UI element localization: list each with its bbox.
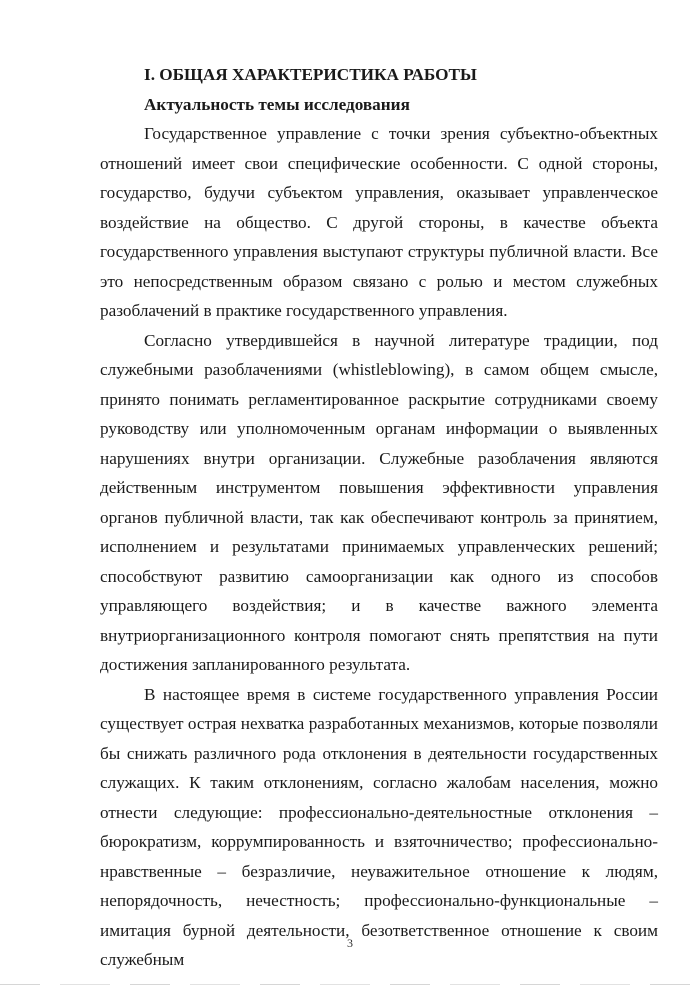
paragraph-3: В настоящее время в системе государственного управления России существует острая нехватка разработанных механизмов, которые позволяли бы снижать различного рода отклонения в деятельности государственных служащих. К таким отклонениям, согласно жалобам населения, можно отнести следующие: профессионально-деятельностные отклонения – бюрократизм, коррумпированность и взяточничество; профессионально-нравственные – безразличие, неуважительное отношение к людям, непорядочность, нечестность; профессионально-функциональные – имитация бурной деятельности, безответственное отношение к своим служебным	[100, 684, 658, 969]
scan-edge-divider	[0, 984, 700, 985]
subsection-title: Актуальность темы исследования	[144, 94, 410, 114]
section-title: I. ОБЩАЯ ХАРАКТЕРИСТИКА РАБОТЫ	[144, 65, 477, 84]
document-body	[100, 60, 658, 975]
paragraph-2: Согласно утвердившейся в научной литературе традиции, под служебными разоблачениями (whistleblowing), в самом общем смысле, принято понимать регламентированное раскрытие сотрудниками своему руководству или уполномоченным органам информации о выявленных нарушениях внутри организации. Служебные разоблачения являются действенным инструментом повышения эффективности управления органов публичной власти, так как обеспечивают контроль за принятием, исполнением и результатами принимаемых управленческих решений; способствуют развитию самоорганизации как одного из способов управляющего воздействия; и в качестве важного элемента внутриорганизационного контроля помогают снять препятствия на пути достижения запланированного результата.	[100, 330, 658, 674]
page-number: 3	[347, 936, 353, 950]
paragraph-1: Государственное управление с точки зрения субъектно-объектных отношений имеет свои специфические особенности. С одной стороны, государство, будучи субъектом управления, оказывает управленческое воздействие на общество. С другой стороны, в качестве объекта государственного управления выступают структуры публичной власти. Все это непосредственным образом связано с ролью и местом служебных разоблачений в практике государственного управления.	[100, 124, 658, 320]
